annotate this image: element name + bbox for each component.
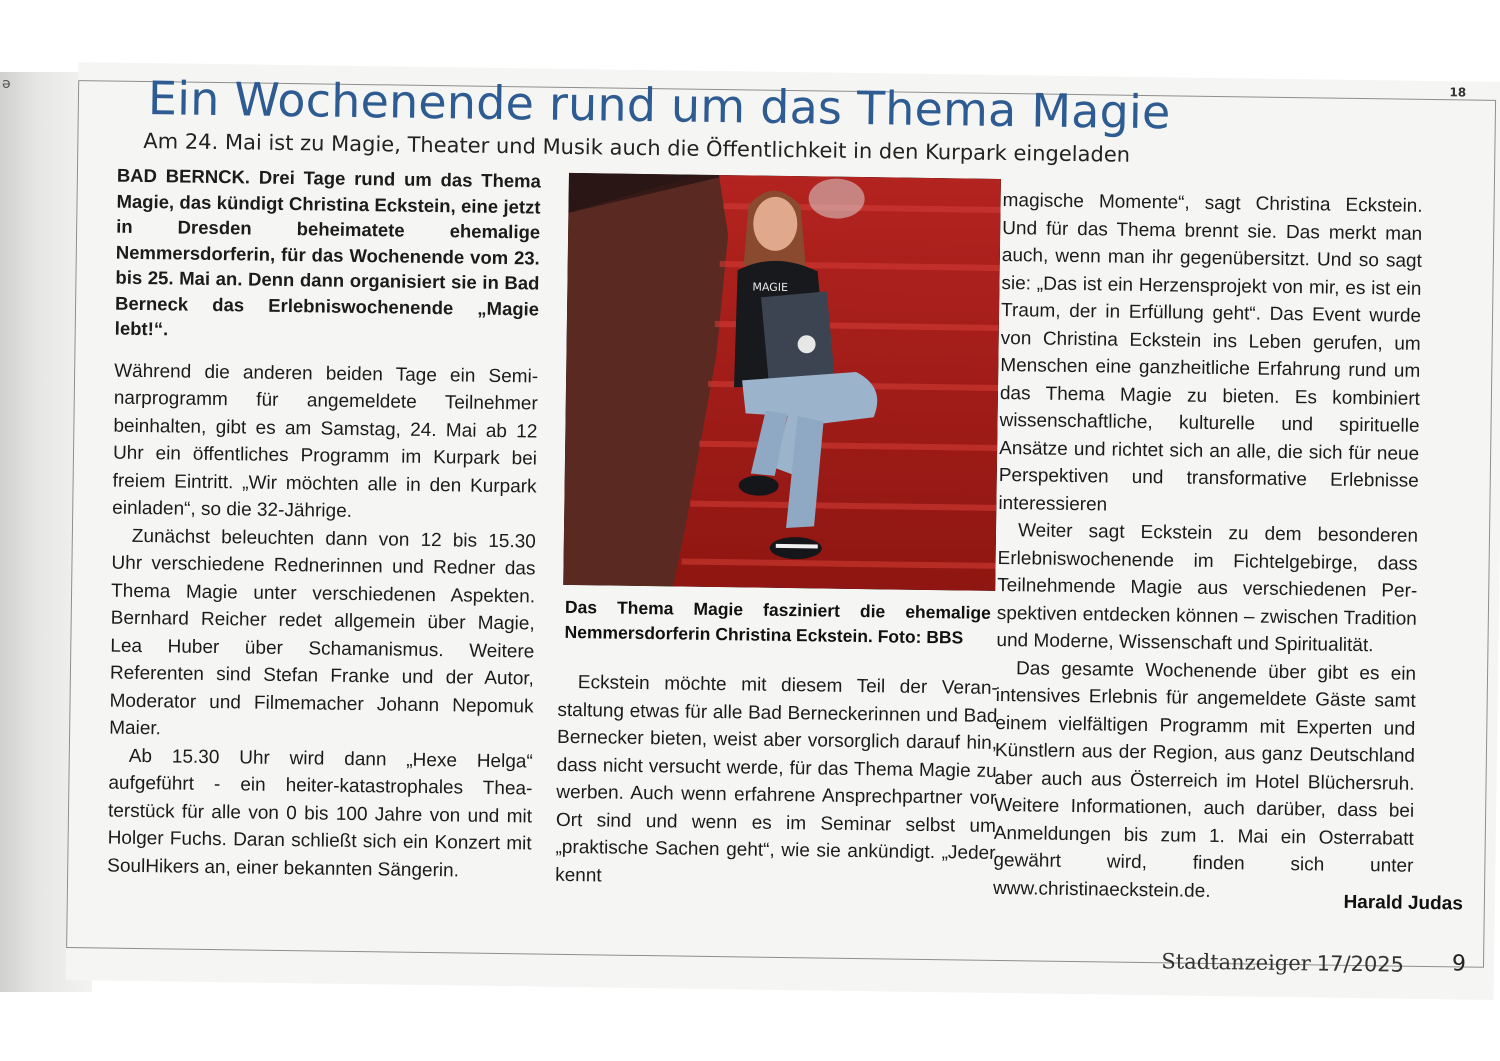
issue-number: 17/2025	[1316, 951, 1405, 977]
page-edge-mark: ə	[2, 76, 11, 92]
newspaper-page	[66, 62, 1500, 1000]
publication-name: Stadtanzeiger	[1161, 949, 1311, 976]
corner-mark: 18	[1449, 85, 1467, 100]
body-paragraph: Ab 15.30 Uhr wird dann „Hexe Helga“ aufgeführt - ein heiter-katastrophales Theaterstück für alle von 0 bis 100 Jahre von und mit Holger Fuchs. Daran schließt sich ein Konzert mit SoulHikers an, einer bekannten Sängerin.	[107, 745, 533, 881]
body-paragraph: Eckstein möchte mit diesem Teil der Veranstaltung etwas für alle Bad Berneckerinnen und Bad Bernecker bieten, weist aber vorsorglich darauf hin, dass nicht versucht werde, für das Thema Magie zu werben. Auch wenn erfahrene Ansprechpartner vor Ort sind und wenn es im Seminar selbst um „praktische Sachen geht“, wie sie ankündigt. „Jeder kennt	[555, 672, 998, 886]
shirt-text: MAGIE	[752, 280, 789, 295]
body-paragraph: Während die anderen beiden Tage ein Seminarprogramm für angemeldete Teilnehmer beinhalten, gibt es am Samstag, 24. Mai ab 12 Uhr ein öffentliches Programm im Kurpark bei freiem Eintritt. „Wir möchten alle in den Kurpark einladen“, so die 32-Jährige.	[112, 360, 539, 522]
article-column-2	[555, 669, 998, 895]
body-paragraph: Das gesamte Wochenende über gibt es ein intensives Erlebnis für angemeldete Gäste samt einem vielfältigen Programm mit Experten und Künstlern aus der Region, aus ganz Deutschland aber auch aus Österreich im Hotel Blüchersruh. Weitere Informationen, auch darüber, dass bei Anmeldungen bis zum 1. Mai ein Osterrabatt gewährt wird, finden sich unter www.christinaeckstein.de.	[992, 657, 1417, 902]
subheadline: Am 24. Mai ist zu Magie, Theater und Musik auch die Öffentlichkeit in den Kurpark eingeladen	[143, 128, 1131, 167]
photo-caption: Das Thema Magie fasziniert die ehemalige Nemmersdorferin Christina Eckstein. Foto: BBS	[564, 596, 992, 648]
lead-paragraph: BAD BERNCK. Drei Tage rund um das Thema Magie, das kündigt Christina Eckstein, eine jetzt in Dresden beheimatete ehemalige Nemmersdorferin, für das Wochenende vom 23. bis 25. Mai an. Denn dann organisiert sie in Bad Berneck das Erlebniswochenende „Magie lebt!“.	[114, 164, 542, 340]
headline: Ein Wochenende rund um das Thema Magie	[147, 71, 1171, 140]
article-photo	[563, 173, 1001, 591]
article-column-3	[993, 187, 1423, 908]
body-paragraph: Zunächst beleuchten dann von 12 bis 15.30 Uhr verschiedene Rednerinnen und Redner das Thema Magie unter verschiedenen Aspekten. Bernhard Reicher redet allgemein über Magie, Lea Huber über Schamanismus. Weitere Referenten sind Stefan Franke und der Autor, Moderator und Filmemacher Johann Nepomuk Maier.	[109, 525, 536, 740]
page-number: 9	[1451, 951, 1467, 977]
author-byline: Harald Judas	[1343, 891, 1464, 915]
body-paragraph: magische Momente“, sagt Christina Eckstein. Und für das Thema brennt sie. Das merkt man auch, wenn man ihr gegenübersitzt. Und so sagt sie: „Das ist ein Herzensprojekt von mir, es ist ein Traum, der in Erfüllung geht“. Das Event wurde von Christina Eckstein ins Leben gerufen, um Menschen eine ganzheitliche Erfahrung rund um das Thema Magie zu bieten. Es kombiniert wissenschaftliche, kulturelle und spirituelle Ansätze und richtet sich an alle, die sich für neue Perspektiven und transformative Erlebnisse interessieren	[998, 189, 1423, 515]
article-column-1	[107, 163, 541, 886]
publication-footer	[1161, 949, 1404, 976]
body-paragraph: Weiter sagt Eckstein zu dem besonderen Erlebniswochenende im Fichtelgebirge, dass Teilnehmende Magie aus verschiedenen Perspektiven entdecken können – zwischen Tradition und Moderne, Wissenschaft und Spiritualität.	[996, 520, 1419, 657]
photo-illustration	[563, 173, 1001, 591]
